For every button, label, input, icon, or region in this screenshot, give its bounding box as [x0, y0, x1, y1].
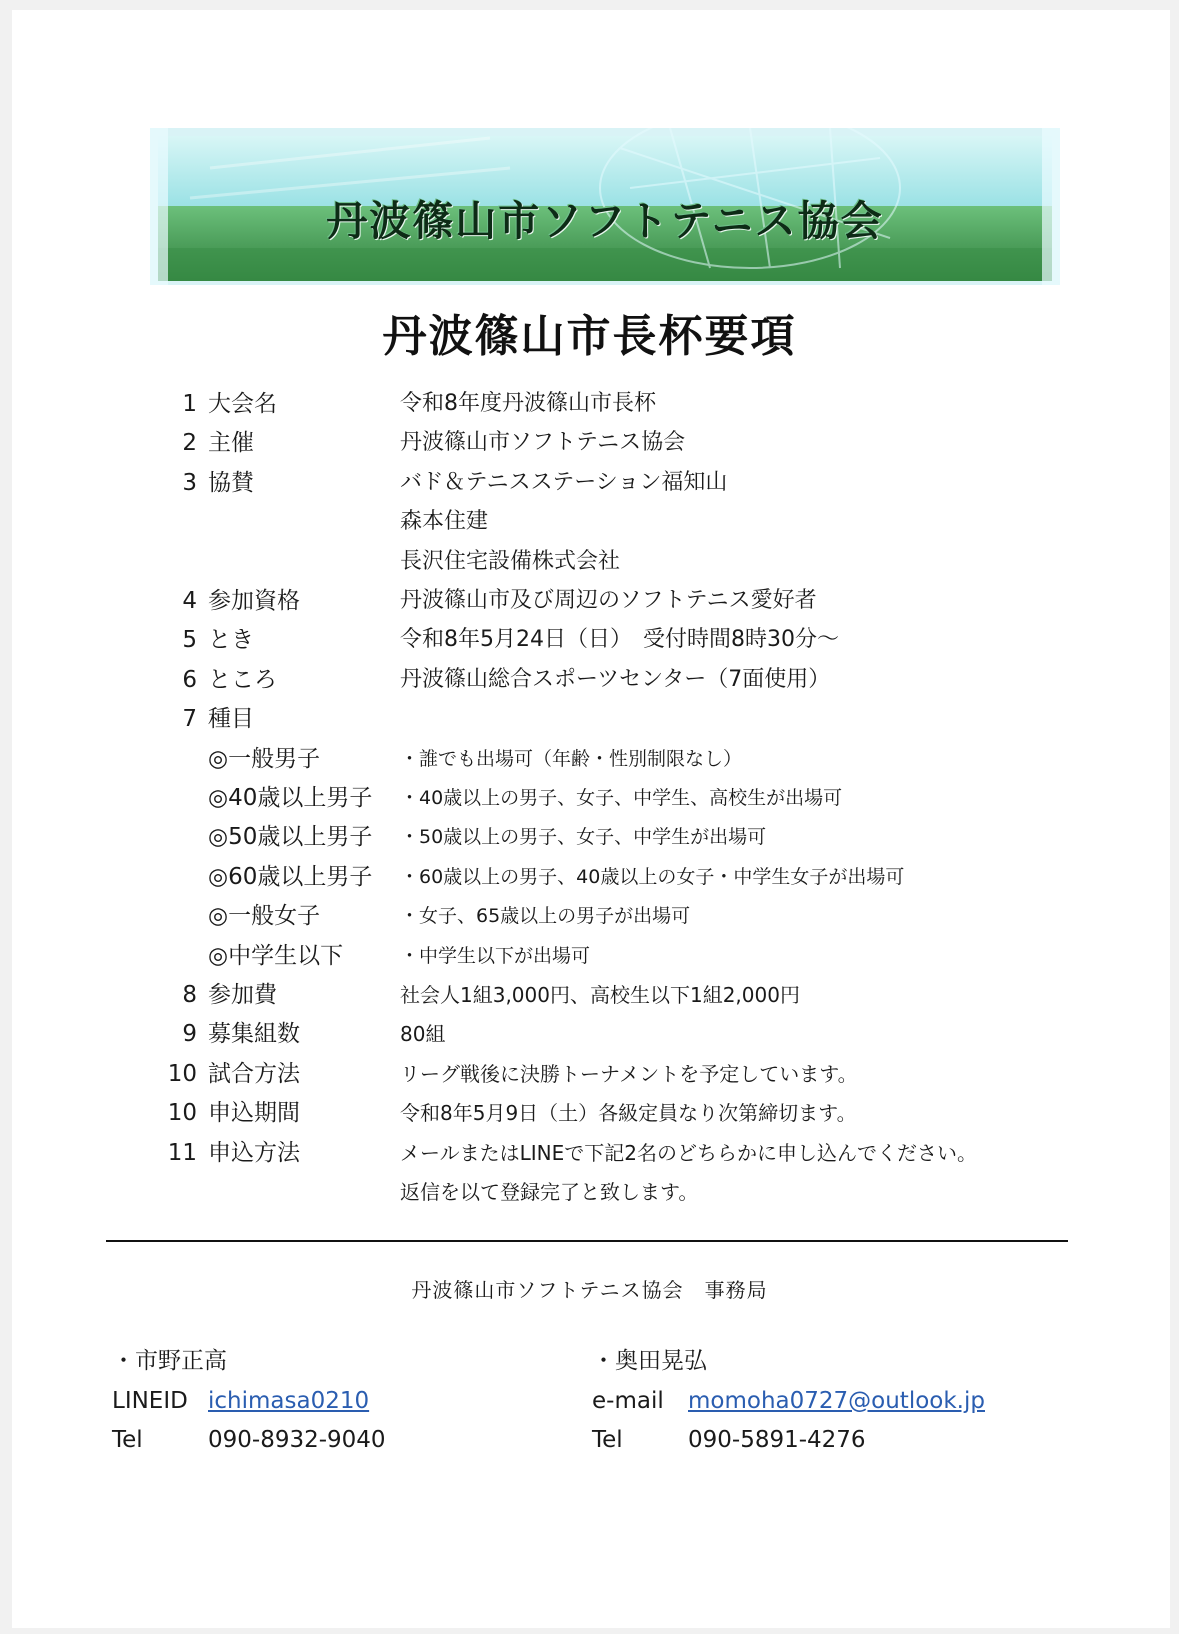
item-number: 3: [182, 469, 197, 496]
tel-number: 090-8932-9040: [208, 1427, 386, 1453]
item-value: 令和8年度丹波篠山市長杯: [400, 391, 656, 416]
item-number: 4: [182, 588, 197, 614]
office-name: 丹波篠山市ソフトテニス協会 事務局: [411, 1278, 768, 1302]
category-name: ◎40歳以上男子: [208, 785, 373, 811]
banner-title: 丹波篠山市ソフトテニス協会: [326, 197, 884, 245]
item-label: 主催: [208, 430, 254, 457]
item-label: 参加費: [208, 982, 277, 1008]
item-value: 森本住建: [400, 509, 489, 535]
item-label: 試合方法: [208, 1060, 300, 1087]
item-label: 協賛: [208, 469, 254, 496]
category-description: ・40歳以上の男子、女子、中学生、高校生が出場可: [400, 787, 843, 809]
tel-number: 090-5891-4276: [688, 1427, 866, 1453]
line-id-link[interactable]: ichimasa0210: [208, 1388, 370, 1414]
email-link[interactable]: momoha0727@outlook.jp: [688, 1388, 985, 1414]
item-label: 申込期間: [208, 1100, 300, 1127]
category-name: ◎60歳以上男子: [208, 863, 373, 890]
item-number: 6: [182, 666, 197, 693]
category-description: ・中学生以下が出場可: [400, 944, 591, 967]
item-value: 丹波篠山市ソフトテニス協会: [400, 430, 686, 456]
item-value: 社会人1組3,000円、高校生以下1組2,000円: [400, 983, 800, 1007]
item-value: バド＆テニスステーション福知山: [400, 469, 728, 495]
item-number: 5: [182, 627, 197, 654]
category-description: ・誰でも出場可（年齢・性別制限なし）: [400, 747, 743, 770]
item-value: 令和8年5月9日（土）各級定員なり次第締切ます。: [400, 1101, 857, 1126]
item-number: 11: [167, 1139, 197, 1166]
item-label: 種目: [208, 706, 254, 733]
contact-name: ・市野正高: [112, 1348, 227, 1374]
item-label: ところ: [208, 666, 277, 693]
item-value: 丹波篠山市及び周辺のソフトテニス愛好者: [400, 588, 817, 613]
divider: [106, 1240, 1068, 1242]
tel-label: Tel: [112, 1427, 143, 1453]
item-value: 長沢住宅設備株式会社: [400, 548, 621, 574]
category-name: ◎50歳以上男子: [208, 824, 373, 851]
item-value: 80組: [400, 1022, 446, 1047]
item-number: 2: [182, 430, 197, 457]
category-description: ・60歳以上の男子、40歳以上の女子・中学生女子が出場可: [400, 865, 905, 888]
item-number: 9: [182, 1021, 197, 1048]
item-value: リーグ戦後に決勝トーナメントを予定しています。: [400, 1061, 858, 1086]
item-label: 参加資格: [208, 588, 300, 614]
category-name: ◎中学生以下: [208, 942, 344, 969]
item-value: 返信を以て登録完了と致します。: [400, 1180, 699, 1204]
header-banner: [150, 128, 1060, 285]
item-value: 丹波篠山総合スポーツセンター（7面使用）: [400, 666, 831, 692]
category-name: ◎一般女子: [208, 903, 321, 930]
item-value: 令和8年5月24日（日） 受付時間8時30分～: [400, 627, 839, 653]
item-number: 1: [182, 391, 197, 417]
contact-name: ・奥田晃弘: [592, 1348, 707, 1374]
item-label: 募集組数: [208, 1021, 300, 1048]
item-number: 10: [167, 1060, 197, 1087]
contact-id-label: e-mail: [592, 1388, 664, 1414]
item-label: とき: [208, 627, 254, 654]
item-value: メールまたはLINEで下記2名のどちらかに申し込んでください。: [400, 1140, 977, 1165]
category-description: ・50歳以上の男子、女子、中学生が出場可: [400, 826, 767, 849]
tel-label: Tel: [592, 1427, 623, 1453]
item-number: 10: [167, 1100, 197, 1127]
item-number: 7: [182, 706, 197, 733]
item-label: 申込方法: [208, 1139, 300, 1166]
item-label: 大会名: [208, 391, 277, 417]
document-title: 丹波篠山市長杯要項: [382, 311, 797, 362]
contact-id-label: LINEID: [112, 1388, 188, 1414]
item-number: 8: [182, 982, 197, 1008]
category-name: ◎一般男子: [208, 745, 321, 772]
category-description: ・女子、65歳以上の男子が出場可: [400, 905, 691, 928]
